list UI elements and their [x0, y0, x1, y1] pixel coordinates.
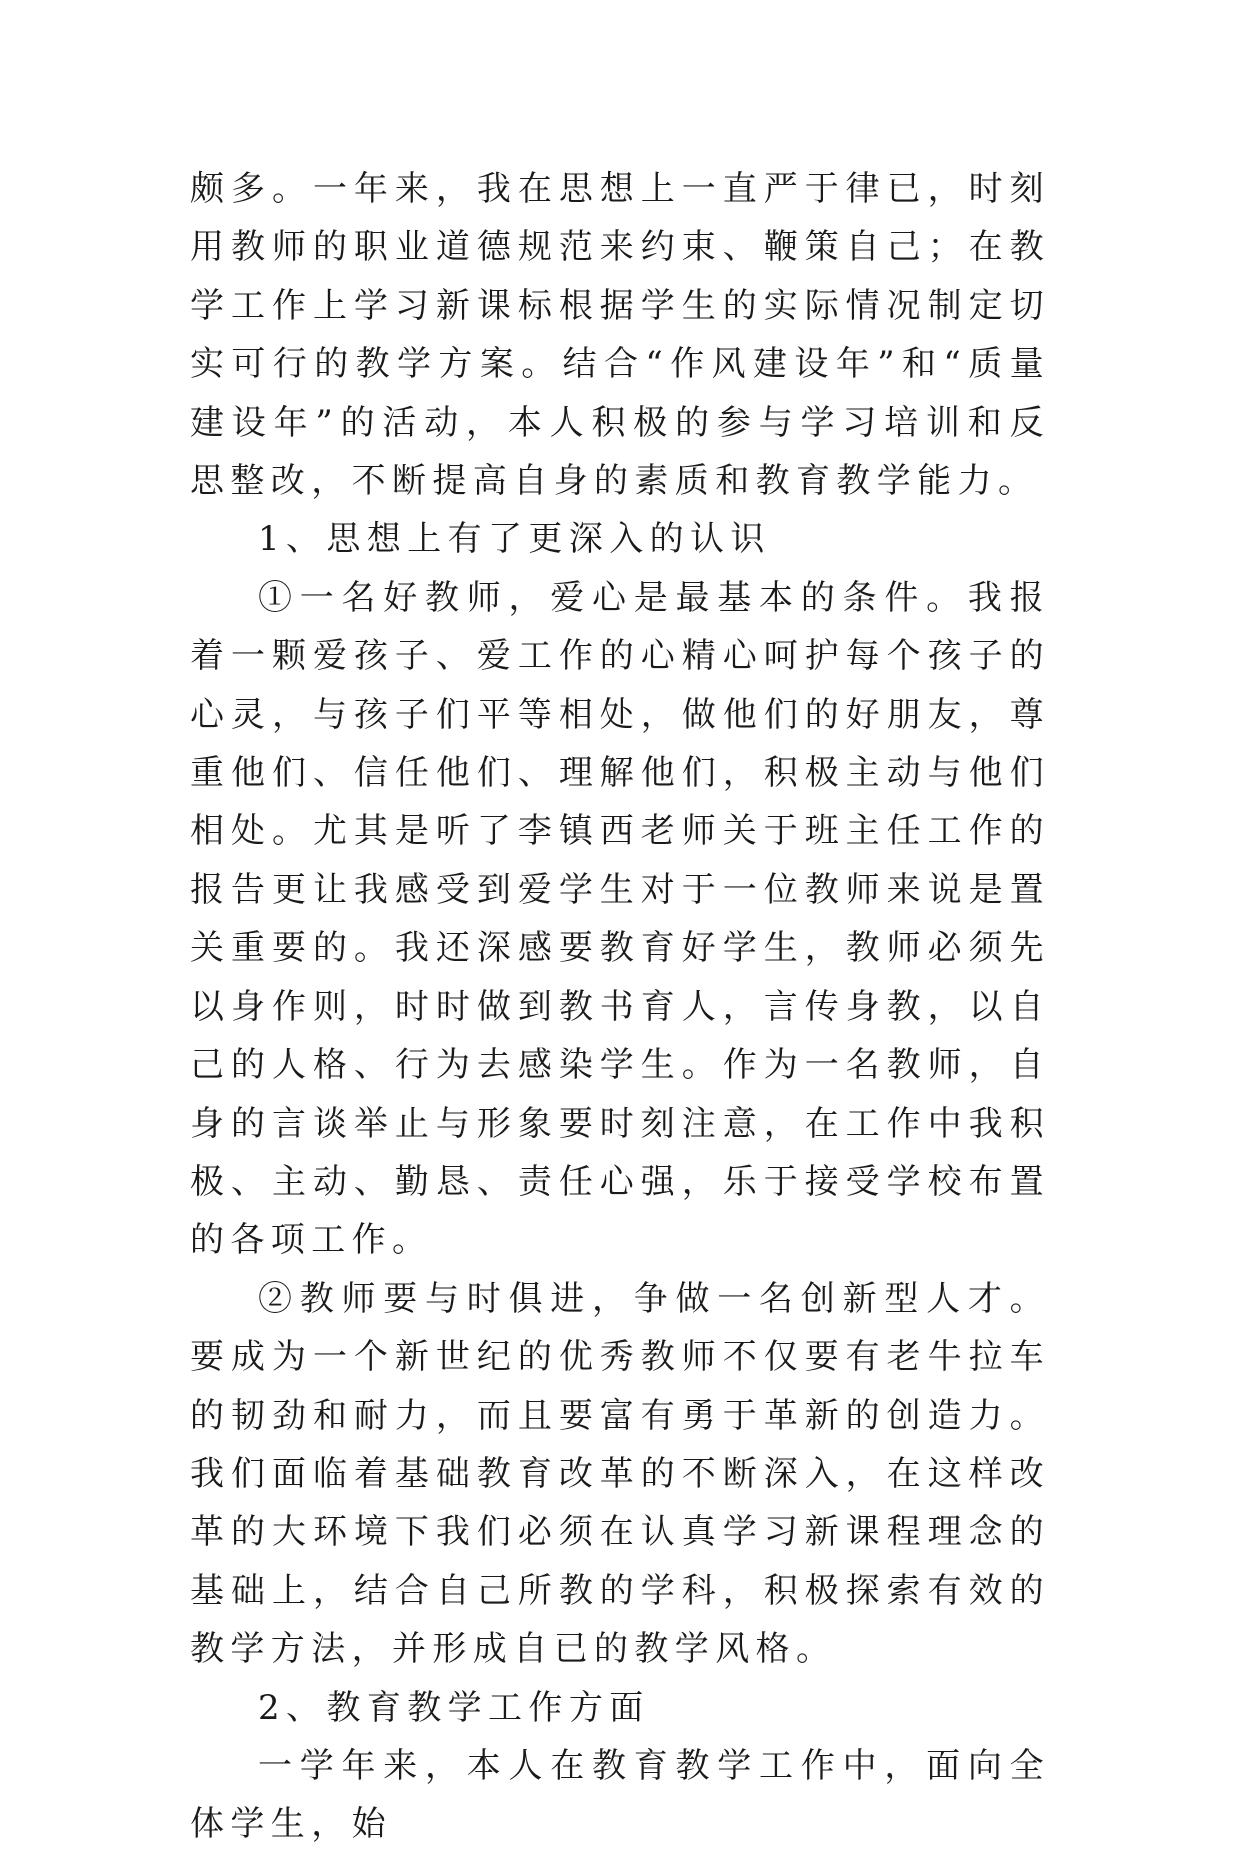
- section-heading-ideology: 1、思想上有了更深入的认识: [258, 519, 771, 560]
- document-body: [190, 160, 1050, 1854]
- section-heading-teaching-work: 2、教育教学工作方面: [258, 1687, 650, 1728]
- paragraph-intro: 颇多。一年来，我在思想上一直严于律已，时刻用教师的职业道德规范来约束、鞭策自己；在教学工作上学习新课标根据学生的实际情况制定切实可行的教学方案。结合“作风建设年”和“质量建设年”的活动，本人积极的参与学习培训和反思整改，不断提高自身的素质和教育教学能力。: [190, 169, 1050, 502]
- paragraph-innovation: ②教师要与时俱进，争做一名创新型人才。要成为一个新世纪的优秀教师不仅要有老牛拉车的韧劲和耐力，而且要富有勇于革新的创造力。我们面临着基础教育改革的不断深入，在这样改革的大环境下我们必须在认真学习新课程理念的基础上，结合自己所教的学科，积极探索有效的教学方法，并形成自已的教学风格。: [190, 1278, 1050, 1670]
- paragraph-teaching-work: 一学年来，本人在教育教学工作中，面向全体学生，始: [190, 1745, 1050, 1845]
- paragraph-love-for-students: ①一名好教师，爱心是最基本的条件。我报着一颗爱孩子、爱工作的心精心呵护每个孩子的心灵，与孩子们平等相处，做他们的好朋友，尊重他们、信任他们、理解他们，积极主动与他们相处。尤其是听了李镇西老师关于班主任工作的报告更让我感受到爱学生对于一位教师来说是置关重要的。我还深感要教育好学生，教师必须先以身作则，时时做到教书育人，言传身教，以自己的人格、行为去感染学生。作为一名教师，自身的言谈举止与形象要时刻注意，在工作中我积极、主动、勤恳、责任心强，乐于接受学校布置的各项工作。: [190, 577, 1050, 1261]
